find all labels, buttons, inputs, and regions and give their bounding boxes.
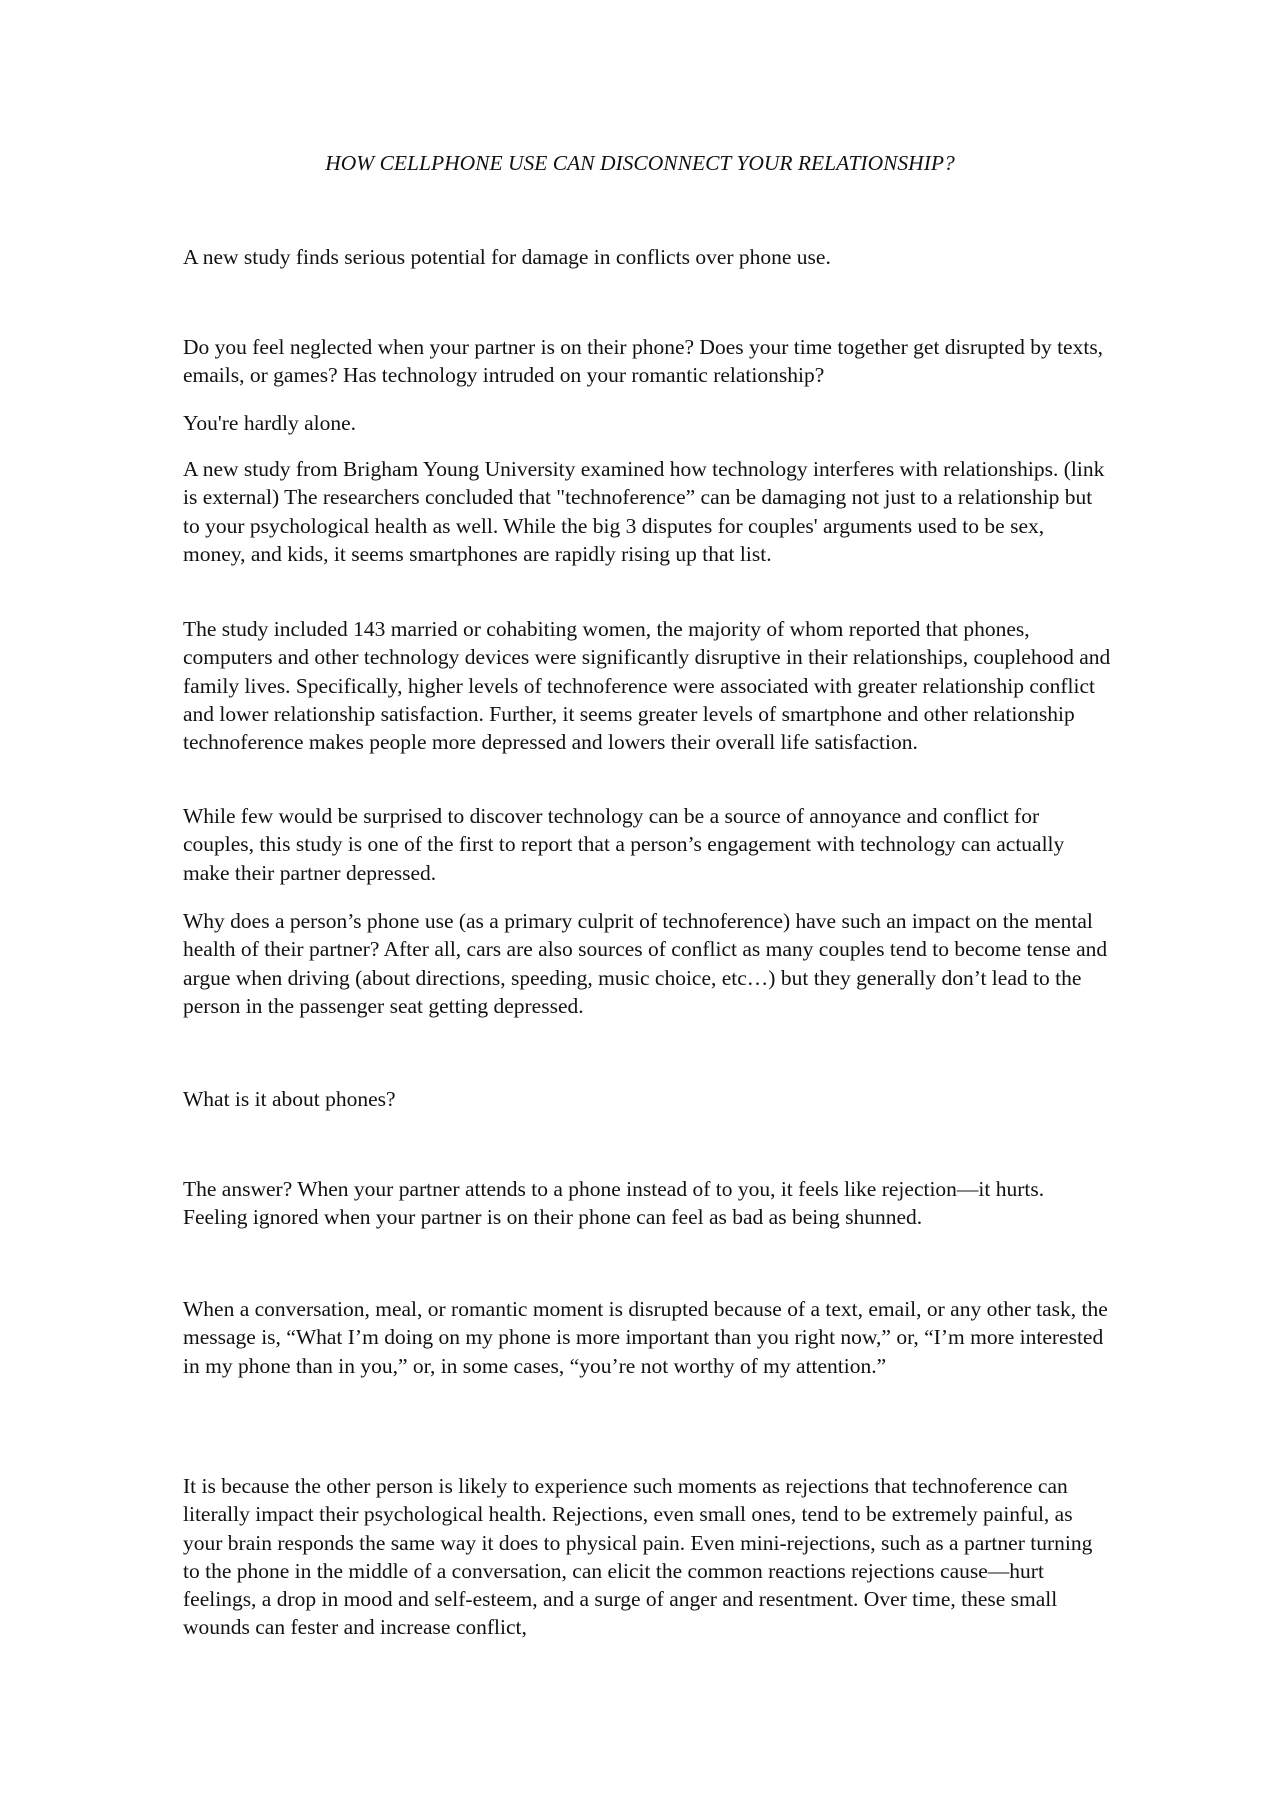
paragraph-surprise: While few would be surprised to discover technology can be a source of annoyance and conflict for couples, this study is one of the first to report that a person’s engagement with technology can actually make their partner depressed. (183, 804, 1065, 885)
paragraph-message: When a conversation, meal, or romantic moment is disrupted because of a text, email, or any other task, the message is, “What I’m doing on my phone is more important than you right now,” or, “I’m more interested in my phone than in you,” or, in some cases, “you’re not worthy of my attention.” (183, 1297, 1108, 1378)
paragraph-study-details: The study included 143 married or cohabiting women, the majority of whom reported that phones, computers and other technology devices were significantly disruptive in their relationships, couplehood and family lives. Specifically, higher levels of technoference were associated with greater relationship conflict and lower relationship satisfaction. Further, it seems greater levels of smartphone and other relationship technoference makes people more depressed and lowers their overall life satisfaction. (183, 617, 1111, 755)
paragraph-byu-study: A new study from Brigham Young University examined how technology interferes with relationships. (link is external) The researchers concluded that "technoference” can be damaging not just to a relationship but to your psychological health as well. While the big 3 disputes for couples' arguments used to be sex, money, and kids, it seems smartphones are rapidly rising up that list. (183, 457, 1105, 566)
paragraph-why-phones: Why does a person’s phone use (as a primary culprit of technoference) have such an impact on the mental health of their partner? After all, cars are also sources of conflict as many couples tend to become tense and argue when driving (about directions, speeding, music choice, etc…) but they generally don’t lead to the person in the passenger seat getting depressed. (183, 909, 1108, 1018)
paragraph-what-about-phones: What is it about phones? (183, 1087, 396, 1111)
paragraph-intro-questions: Do you feel neglected when your partner is on their phone? Does your time together get disrupted by texts, emails, or games? Has technology intruded on your romantic relationship? (183, 335, 1104, 388)
paragraph-subtitle: A new study finds serious potential for damage in conflicts over phone use. (183, 245, 831, 269)
document-title: HOW CELLPHONE USE CAN DISCONNECT YOUR RELATIONSHIP? (325, 151, 955, 175)
paragraph-the-answer: The answer? When your partner attends to a phone instead of to you, it feels like rejection—it hurts. Feeling ignored when your partner is on their phone can feel as bad as being shunned. (183, 1177, 1045, 1230)
paragraph-rejections: It is because the other person is likely to experience such moments as rejections that technoference can literally impact their psychological health. Rejections, even small ones, tend to be extremely painful, as your brain responds the same way it does to physical pain. Even mini-rejections, such as a partner turning to the phone in the middle of a conversation, can elicit the common reactions rejections cause—hurt feelings, a drop in mood and self-esteem, and a surge of anger and resentment. Over time, these small wounds can fester and increase conflict, (183, 1474, 1093, 1640)
paragraph-not-alone: You're hardly alone. (183, 411, 357, 435)
